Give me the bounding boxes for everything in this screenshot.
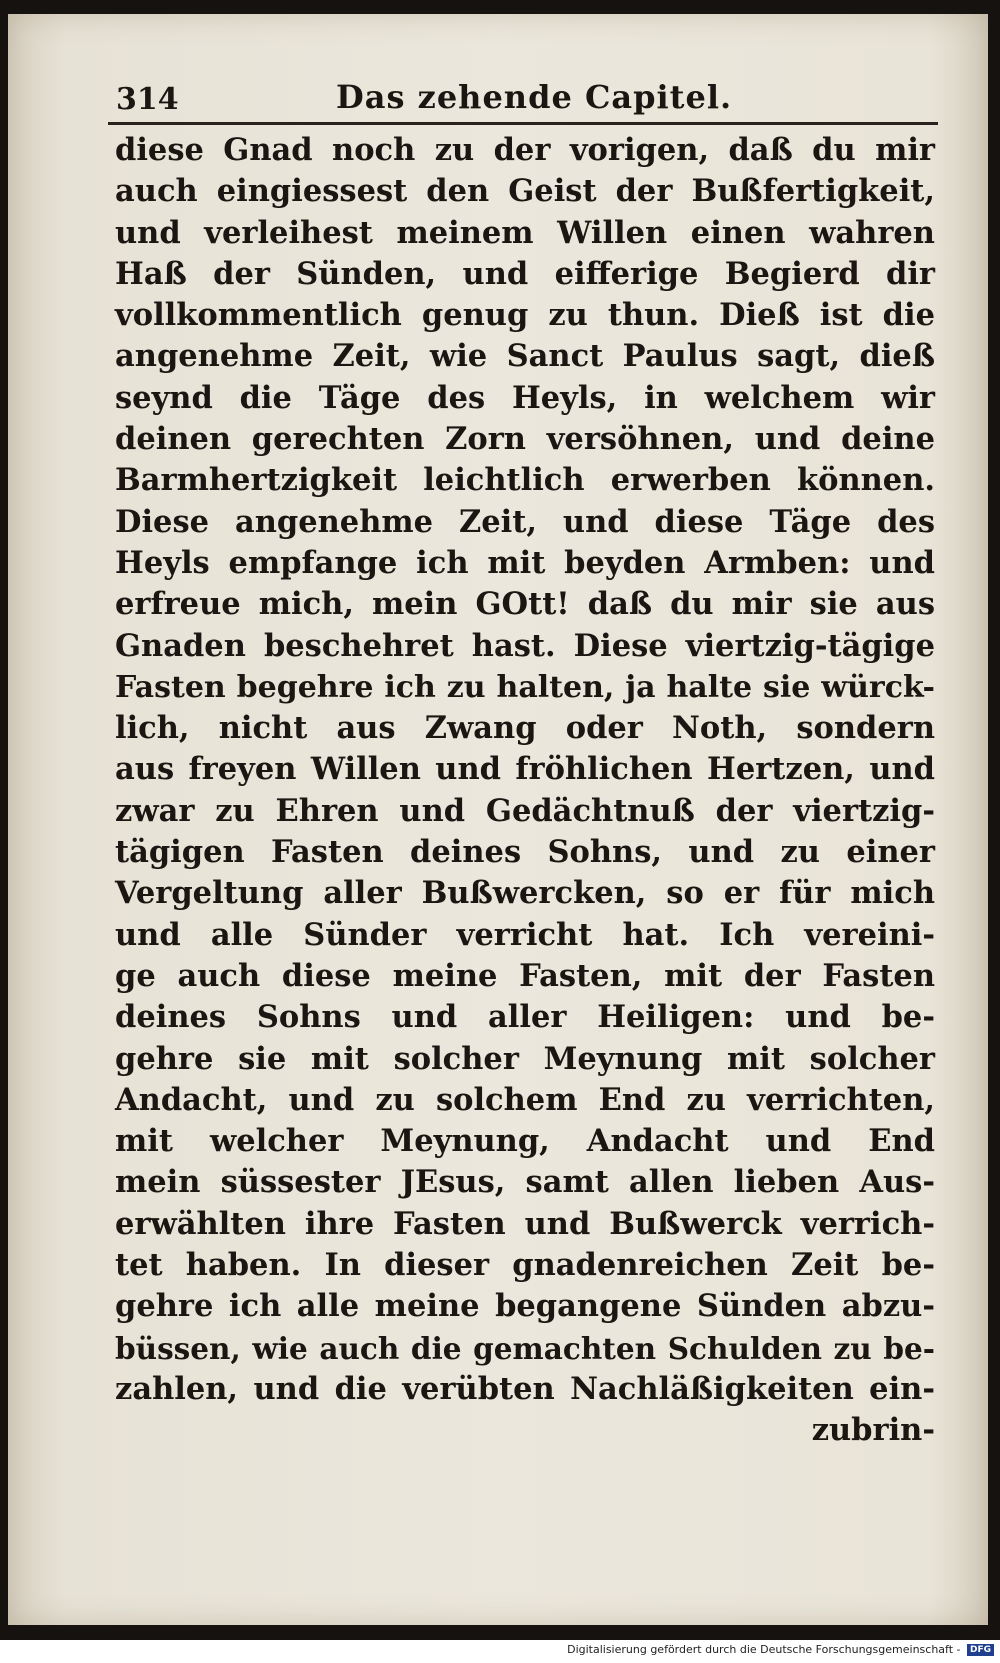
text-line: büssen, wie auch die gemachten Schulden zu be-	[115, 1330, 935, 1366]
text-line: ge auch diese meine Fasten, mit der Fasten	[115, 957, 935, 994]
text-line: deinen gerechten Zorn versöhnen, und deine	[115, 421, 935, 458]
digitization-credit	[567, 1643, 994, 1656]
running-head	[108, 78, 938, 126]
catchword: zubrin-	[811, 1412, 935, 1449]
text-line: vollkommentlich genug zu thun. Dieß ist die	[115, 297, 935, 334]
dfg-logo: DFG	[967, 1644, 994, 1656]
text-line: zwar zu Ehren und Gedächtnuß der viertzig-	[115, 792, 935, 829]
text-line: und alle Sünder verricht hat. Ich vereini-	[115, 916, 935, 953]
text-line: gehre ich alle meine begangene Sünden abzu-	[115, 1288, 935, 1325]
text-line: aus freyen Willen und fröhlichen Hertzen, und	[115, 751, 935, 788]
text-line: deines Sohns und aller Heiligen: und be-	[115, 999, 935, 1036]
text-line: erfreue mich, mein GOtt! daß du mir sie aus	[115, 586, 935, 623]
text-line: tägigen Fasten deines Sohns, und zu einer	[115, 834, 935, 871]
body-text	[115, 130, 935, 1452]
chapter-title: Das zehende Capitel.	[336, 78, 733, 116]
header-rule	[108, 122, 938, 125]
text-line: Barmhertzigkeit leichtlich erwerben können.	[115, 462, 935, 499]
text-line: angenehme Zeit, wie Sanct Paulus sagt, dieß	[115, 338, 935, 375]
text-line: und verleihest meinem Willen einen wahren	[115, 214, 935, 251]
page-number: 314	[116, 82, 179, 117]
text-line: auch eingiessest den Geist der Bußfertigkeit,	[115, 173, 935, 210]
text-line: seynd die Täge des Heyls, in welchem wir	[115, 379, 935, 416]
text-line: Gnaden beschehret hast. Diese viertzig-tägige	[115, 627, 935, 664]
text-line: Fasten begehre ich zu halten, ja halte sie würck-	[115, 669, 935, 705]
text-line: tet haben. In dieser gnadenreichen Zeit be-	[115, 1247, 935, 1284]
text-line: Vergeltung aller Bußwercken, so er für mich	[115, 875, 935, 912]
text-line: mit welcher Meynung, Andacht und End	[115, 1123, 935, 1160]
text-line: zahlen, und die verübten Nachläßigkeiten ein-	[115, 1370, 935, 1407]
credit-text: Digitalisierung gefördert durch die Deutsche Forschungsgemeinschaft -	[567, 1643, 961, 1656]
text-line: Diese angenehme Zeit, und diese Täge des	[115, 503, 935, 540]
text-line: Haß der Sünden, und eifferige Begierd dir	[115, 255, 935, 292]
text-line: erwählten ihre Fasten und Bußwerck verrich-	[115, 1205, 935, 1242]
text-line: lich, nicht aus Zwang oder Noth, sondern	[115, 710, 935, 747]
text-line: Heyls empfange ich mit beyden Armben: und	[115, 544, 935, 581]
text-line: diese Gnad noch zu der vorigen, daß du mir	[115, 132, 935, 168]
text-line: Andacht, und zu solchem End zu verrichten,	[115, 1081, 935, 1118]
text-line: gehre sie mit solcher Meynung mit solcher	[115, 1040, 935, 1077]
text-line: mein süssester JEsus, samt allen lieben Aus-	[115, 1164, 935, 1201]
